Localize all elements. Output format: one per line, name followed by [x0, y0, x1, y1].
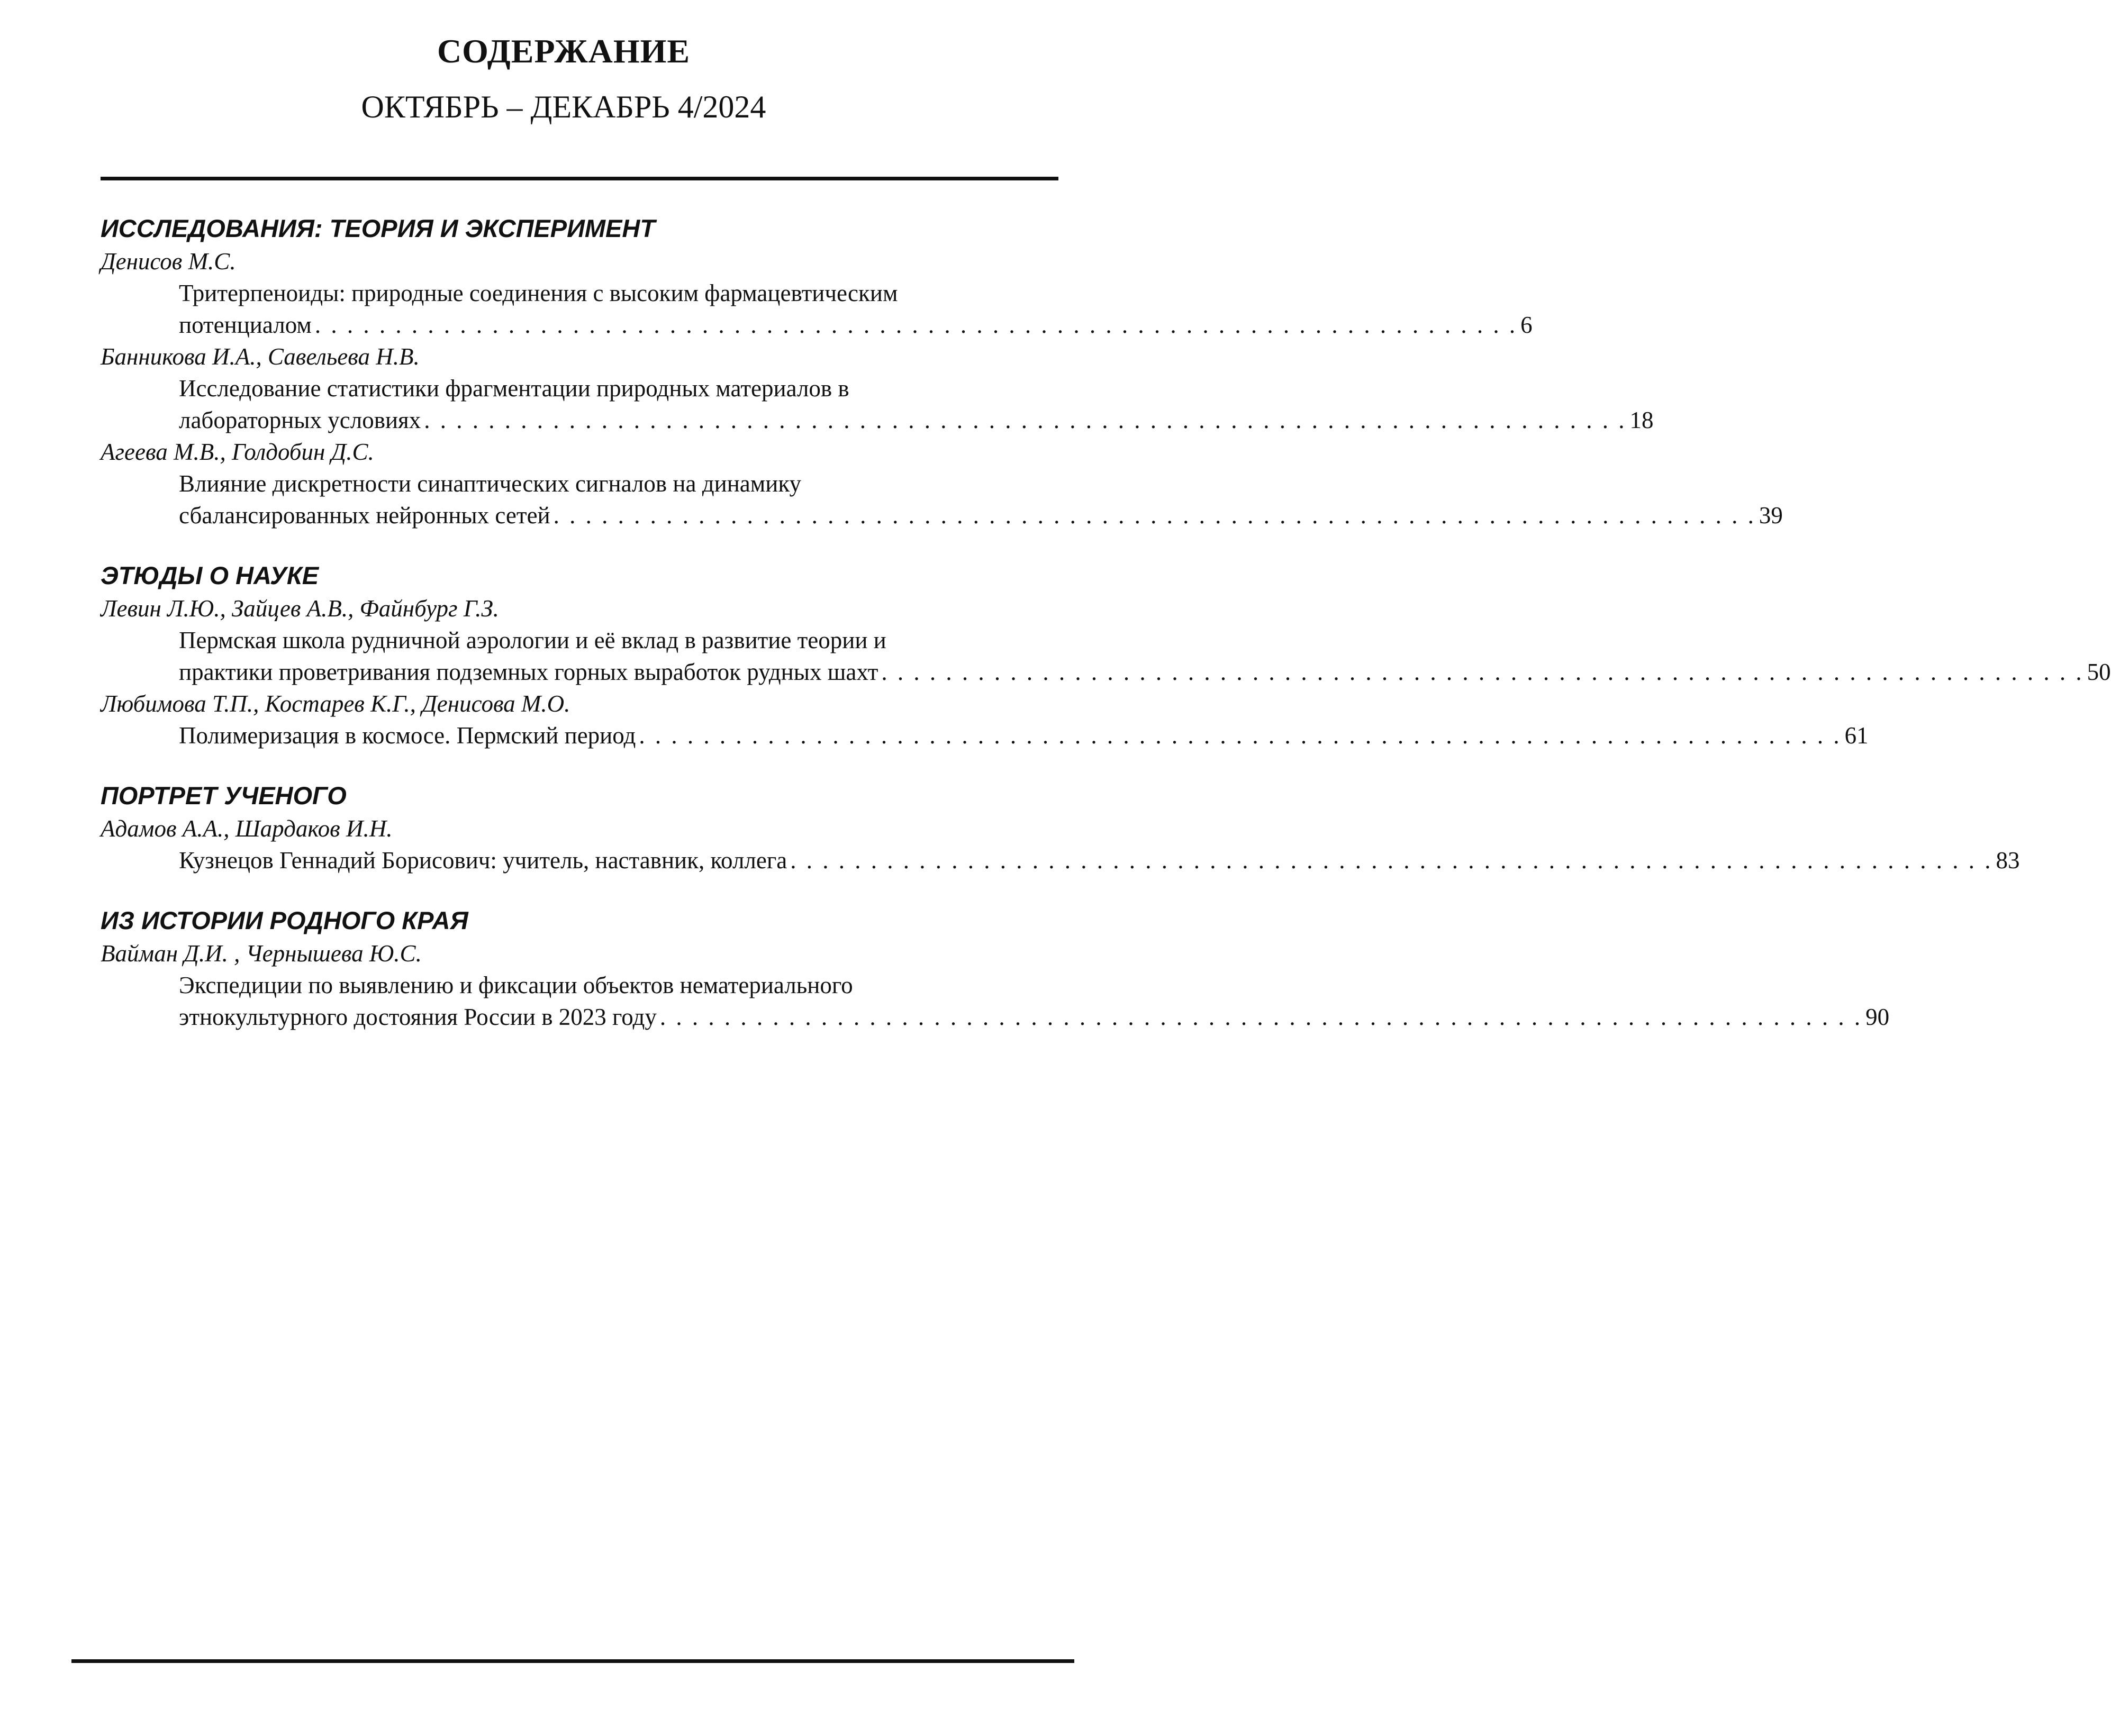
entry-title-last-line — [179, 309, 1533, 341]
entry-article — [101, 844, 2020, 876]
leader-dots: . . . . . . . . . . . . . . . . . . . . . . . . . . . . . . . . . . . . . . . . . . . . . . . . . . . . . . . . . . . . . . . . . . . . . . . . . . . — [424, 407, 1627, 433]
entry-page-number: 39 — [1759, 502, 1783, 529]
entry-title-text: потенциалом — [179, 312, 312, 338]
entry-title-text: этнокультурного достояния России в 2023 году — [179, 1004, 657, 1030]
leader-dots: . . . . . . . . . . . . . . . . . . . . . . . . . . . . . . . . . . . . . . . . . . . . . . . . . . . . . . . . . . . . . . . . . . . . . . . . . . . — [790, 847, 1993, 874]
leader-dots: . . . . . . . . . . . . . . . . . . . . . . . . . . . . . . . . . . . . . . . . . . . . . . . . . . . . . . . . . . . . . . . . . . . . . . . . . . . — [314, 312, 1518, 338]
entry-title-text: практики проветривания подземных горных выработок рудных шахт — [179, 659, 878, 685]
toc-entry[interactable] — [101, 813, 2020, 876]
entry-title-last-line — [179, 499, 1783, 531]
section-heading: ПОРТРЕТ УЧЕНОГО — [101, 781, 347, 810]
entry-authors: Любимова Т.П., Костарев К.Г., Денисова М.О. — [101, 690, 570, 717]
issue-line: ОКТЯБРЬ – ДЕКАБРЬ 4/2024 — [361, 89, 766, 124]
page-title: СОДЕРЖАНИЕ — [437, 32, 691, 70]
entry-page-number: 50 — [2087, 659, 2111, 685]
leader-dots: . . . . . . . . . . . . . . . . . . . . . . . . . . . . . . . . . . . . . . . . . . . . . . . . . . . . . . . . . . . . . . . . . . . . . . . . . . . — [553, 502, 1756, 529]
entry-article — [101, 277, 1533, 341]
entry-authors: Банникова И.А., Савельева Н.В. — [101, 343, 420, 370]
entry-authors: Левин Л.Ю., Зайцев А.В., Файнбург Г.З. — [101, 595, 499, 622]
entry-article — [101, 720, 1869, 751]
entry-authors: Денисов М.С. — [101, 248, 236, 275]
toc-entry[interactable] — [101, 938, 1890, 1033]
entry-article — [101, 372, 1654, 436]
entry-title-text: сбалансированных нейронных сетей — [179, 502, 550, 529]
entry-article — [101, 969, 1890, 1033]
entry-title-last-line — [179, 1001, 1890, 1033]
toc-section — [101, 559, 2111, 751]
entry-authors: Адамов А.А., Шардаков И.Н. — [101, 815, 393, 842]
entry-title-text: Полимеризация в космосе. Пермский период — [179, 722, 636, 749]
section-heading: ИЗ ИСТОРИИ РОДНОГО КРАЯ — [101, 906, 468, 934]
entry-page-number: 83 — [1996, 847, 2020, 874]
toc-entry[interactable] — [101, 246, 1533, 341]
toc-section — [101, 212, 1783, 531]
toc-entry[interactable] — [101, 688, 1869, 751]
leader-dots: . . . . . . . . . . . . . . . . . . . . . . . . . . . . . . . . . . . . . . . . . . . . . . . . . . . . . . . . . . . . . . . . . . . . . . . . . . . — [659, 1004, 1863, 1030]
entry-title-line: Тритерпеноиды: природные соединения с высоким фармацевтическим — [179, 280, 898, 306]
entry-page-number: 61 — [1844, 722, 1869, 749]
entry-title-last-line — [179, 404, 1654, 436]
entry-title-last-line — [179, 720, 1869, 751]
toc-entry[interactable] — [101, 436, 1783, 531]
entry-title-line: Влияние дискретности синаптических сигналов на динамику — [179, 470, 802, 497]
section-heading: ИССЛЕДОВАНИЯ: ТЕОРИЯ И ЭКСПЕРИМЕНТ — [101, 214, 656, 242]
entry-page-number: 90 — [1865, 1004, 1890, 1030]
table-of-contents — [101, 212, 2111, 1060]
entry-article — [101, 624, 2111, 688]
toc-section — [101, 779, 2020, 876]
top-rule — [101, 177, 1058, 180]
entry-article — [101, 468, 1783, 531]
section-heading: ЭТЮДЫ О НАУКЕ — [101, 561, 319, 589]
entry-title-text: лабораторных условиях — [179, 407, 421, 433]
entry-authors: Вайман Д.И. , Чернышева Ю.С. — [101, 940, 422, 967]
entry-title-line: Исследование статистики фрагментации природных материалов в — [179, 375, 849, 402]
bottom-rule — [71, 1659, 1074, 1663]
leader-dots: . . . . . . . . . . . . . . . . . . . . . . . . . . . . . . . . . . . . . . . . . . . . . . . . . . . . . . . . . . . . . . . . . . . . . . . . . . . — [639, 722, 1842, 749]
entry-page-number: 6 — [1520, 312, 1533, 338]
toc-entry[interactable] — [101, 341, 1654, 436]
leader-dots: . . . . . . . . . . . . . . . . . . . . . . . . . . . . . . . . . . . . . . . . . . . . . . . . . . . . . . . . . . . . . . . . . . . . . . . . . . . — [881, 659, 2084, 685]
entry-title-line: Экспедиции по выявлению и фиксации объектов нематериального — [179, 972, 853, 998]
entry-page-number: 18 — [1629, 407, 1654, 433]
entry-title-text: Кузнецов Геннадий Борисович: учитель, наставник, коллега — [179, 847, 787, 874]
entry-title-last-line — [179, 844, 2020, 876]
entry-title-line: Пермская школа рудничной аэрологии и её вклад в развитие теории и — [179, 627, 886, 653]
toc-entry[interactable] — [101, 593, 2111, 688]
entry-title-last-line — [179, 656, 2111, 688]
toc-section — [101, 904, 1890, 1033]
entry-authors: Агеева М.В., Голдобин Д.С. — [101, 439, 374, 465]
